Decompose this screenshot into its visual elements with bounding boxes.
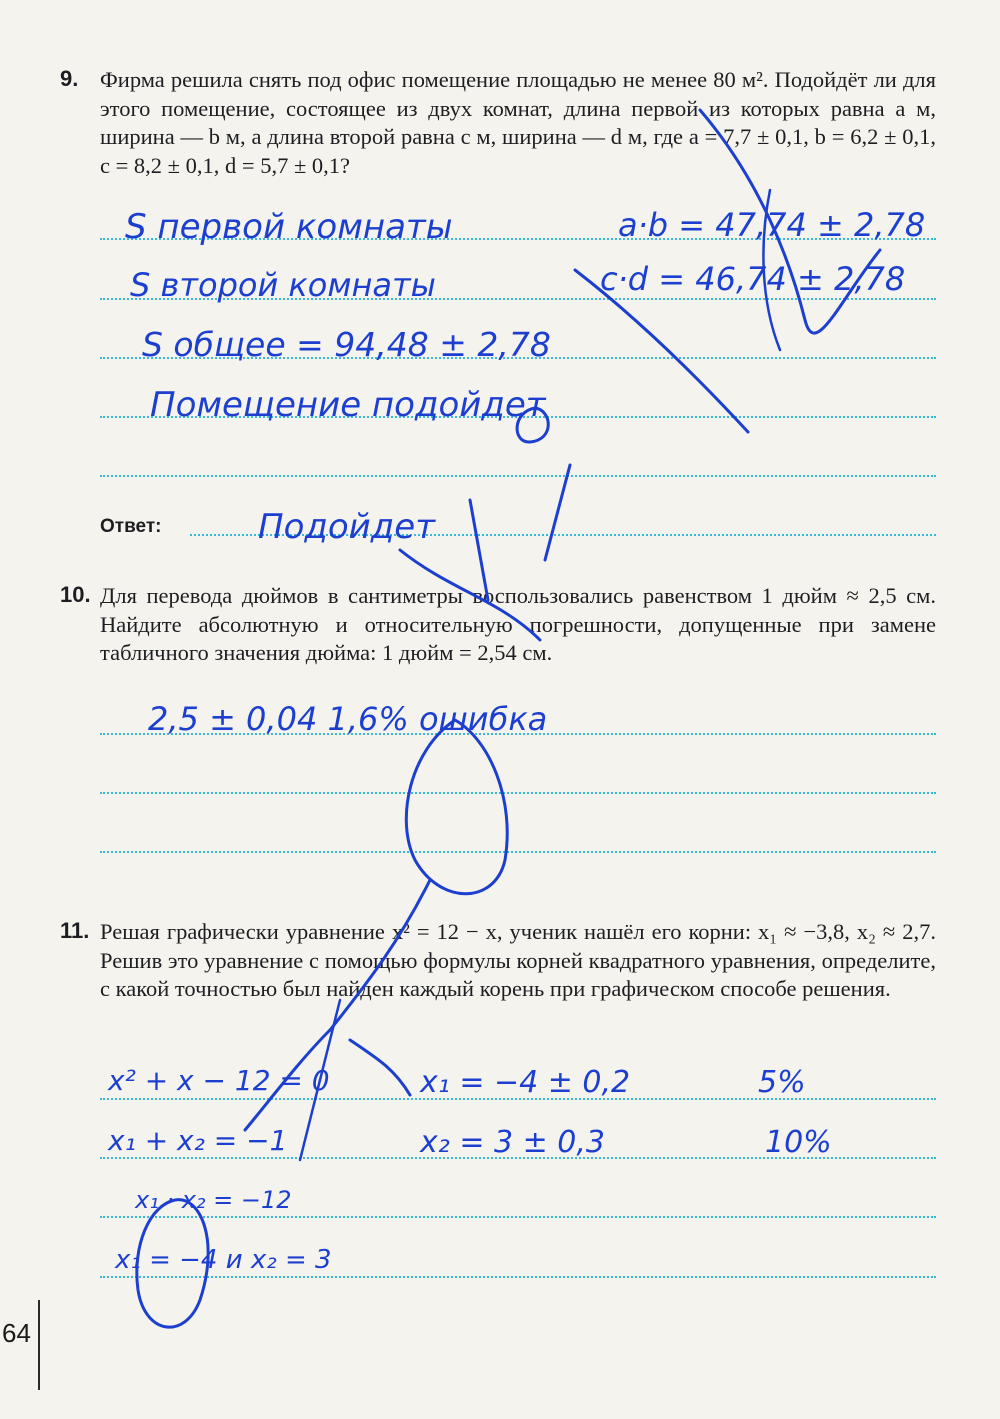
answer-label: Ответ:: [100, 516, 162, 537]
handwritten-text: 5%: [758, 1065, 806, 1100]
task-text: Для перевода дюймов в сантиметры воспользовались равенством 1 дюйм ≈ 2,5 см. Найдите абсолютную и относительную погрешности, допущенные при замене табличного значения дюйма: 1 дюйм = 2,54 см.: [100, 583, 936, 666]
task-text: Решая графически уравнение x² = 12 − x, ученик нашёл его корни: x₁ ≈ −3,8, x₂ ≈ 2,7. Решив это уравнение с помощью формулы корней квадратного уравнения, определите, с какой точностью был найден каждый корень при графическом способе решения.: [100, 919, 936, 1002]
handwritten-text: S второй комнаты: [130, 266, 436, 304]
handwritten-text: x² + x − 12 = 0: [108, 1064, 330, 1097]
handwritten-text: a·b = 47,74 ± 2,78: [618, 206, 926, 244]
handwritten-text: x₁ = −4 и x₂ = 3: [115, 1245, 332, 1275]
handwritten-text: x₁ + x₂ = −1: [108, 1124, 288, 1157]
task-number: 9.: [60, 66, 79, 91]
handwritten-text: Помещение подойдет: [150, 385, 546, 425]
page-number: 64: [2, 1318, 31, 1348]
task-number: 11.: [60, 918, 90, 943]
handwritten-text: 2,5 ± 0,04 1,6% ошибка: [148, 700, 548, 738]
handwritten-text: x₁ = −4 ± 0,2: [420, 1065, 631, 1100]
handwritten-text: c·d = 46,74 ± 2,78: [600, 260, 906, 298]
handwritten-text: S первой комнаты: [125, 207, 453, 247]
task-text: Фирма решила снять под офис помещение площадью не менее 80 м². Подойдёт ли для этого помещение, состоящее из двух комнат, длина первой из которых равна a м, ширина — b м, а длина второй равна c м, ширина — d м, где a = 7,7 ± 0,1, b = 6,2 ± 0,1, c = 8,2 ± 0,1, d = 5,7 ± 0,1?: [100, 67, 936, 178]
handwritten-text: 10%: [765, 1125, 832, 1160]
handwritten-text: x₁ · x₂ = −12: [135, 1186, 292, 1214]
task-number: 10.: [60, 582, 91, 607]
handwritten-text: x₂ = 3 ± 0,3: [420, 1125, 605, 1160]
handwritten-text: S общее = 94,48 ± 2,78: [142, 325, 551, 364]
handwritten-text: Подойдет: [258, 507, 436, 547]
